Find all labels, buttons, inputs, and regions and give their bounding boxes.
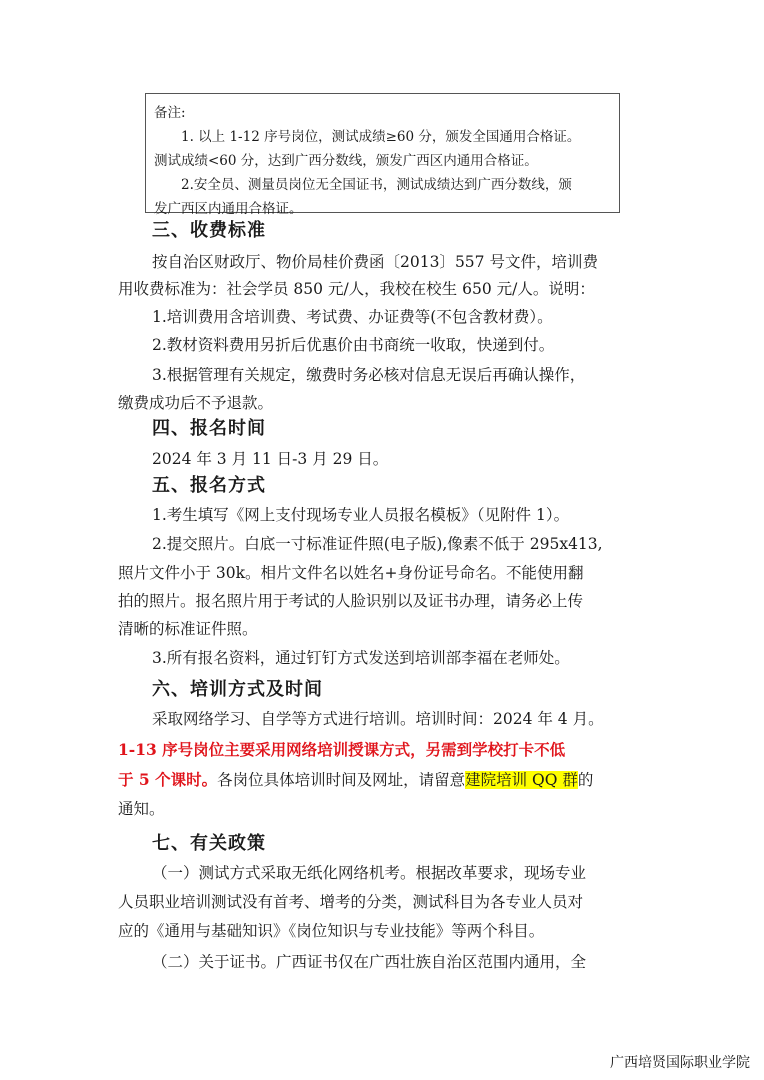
s7-para-1: （一）测试方式采取无纸化网络机考。根据改革要求，现场专业: [152, 864, 587, 882]
qq-group-highlight: 建院培训 QQ 群: [465, 771, 578, 789]
s6-red-line-2: 于 5 个课时。: [118, 770, 218, 789]
footer-institution-name: 广西培贤国际职业学院: [610, 1055, 750, 1071]
s5-item-2c: 拍的照片。报名照片用于考试的人脸识别以及证书办理，请务必上传: [118, 592, 584, 610]
s3-item-2: 2.教材资料费用另折后优惠价由书商统一收取，快递到付。: [152, 336, 555, 354]
s6-para-3b: 的: [577, 771, 594, 789]
s5-item-1: 1.考生填写《网上支付现场专业人员报名模板》（见附件 1）。: [152, 506, 570, 524]
section-3-heading: 三、收费标准: [152, 220, 266, 241]
s6-para-3a: 各岗位具体培训时间及网址，请留意: [217, 771, 466, 789]
section-5-heading: 五、报名方式: [152, 475, 266, 496]
s3-item-3a: 3.根据管理有关规定，缴费时务必核对信息无误后再确认操作，: [152, 366, 586, 384]
s3-item-3b: 缴费成功后不予退款。: [118, 394, 274, 412]
note-line-3: 2.安全员、测量员岗位无全国证书，测试成绩达到广西分数线，颁: [181, 177, 572, 193]
note-box: [145, 93, 620, 217]
s7-para-3: 应的《通用与基础知识》《岗位知识与专业技能》等两个科目。: [118, 922, 545, 940]
s4-para-1: 2024 年 3 月 11 日-3 月 29 日。: [152, 450, 389, 468]
note-line-2: 测试成绩<60 分，达到广西分数线，颁发广西区内通用合格证。: [154, 153, 538, 169]
s5-item-3: 3.所有报名资料，通过钉钉方式发送到培训部李福在老师处。: [152, 649, 570, 667]
s3-item-1: 1.培训费用含培训费、考试费、办证费等(不包含教材费）。: [152, 308, 553, 326]
s7-para-2: 人员职业培训测试没有首考、增考的分类，测试科目为各专业人员对: [118, 893, 584, 911]
s6-para-1: 采取网络学习、自学等方式进行培训。培训时间：2024 年 4 月。: [152, 710, 604, 728]
note-line-1: 1. 以上 1-12 序号岗位，测试成绩≥60 分，颁发全国通用合格证。: [181, 129, 581, 145]
note-title: 备注:: [154, 105, 186, 121]
section-7-heading: 七、有关政策: [152, 833, 266, 854]
s5-item-2d: 清晰的标准证件照。: [118, 620, 258, 638]
section-4-heading: 四、报名时间: [152, 418, 266, 439]
s6-red-line-1: 1-13 序号岗位主要采用网络培训授课方式，另需到学校打卡不低: [118, 740, 566, 759]
s3-para-2: 用收费标准为：社会学员 850 元/人，我校在校生 650 元/人。说明：: [118, 280, 595, 298]
s3-para-1: 按自治区财政厅、物价局桂价费函〔2013〕557 号文件，培训费: [152, 253, 598, 271]
s5-item-2b: 照片文件小于 30k。相片文件名以姓名+身份证号命名。不能使用翻: [118, 564, 584, 582]
s6-para-4: 通知。: [118, 800, 165, 818]
s5-item-2a: 2.提交照片。白底一寸标准证件照(电子版),像素不低于 295x413,: [152, 535, 603, 553]
s7-para-4: （二）关于证书。广西证书仅在广西壮族自治区范围内通用，全: [152, 953, 587, 971]
section-6-heading: 六、培训方式及时间: [152, 679, 323, 700]
note-line-4: 发广西区内通用合格证。: [154, 201, 303, 217]
s6-line-3: [118, 767, 593, 793]
